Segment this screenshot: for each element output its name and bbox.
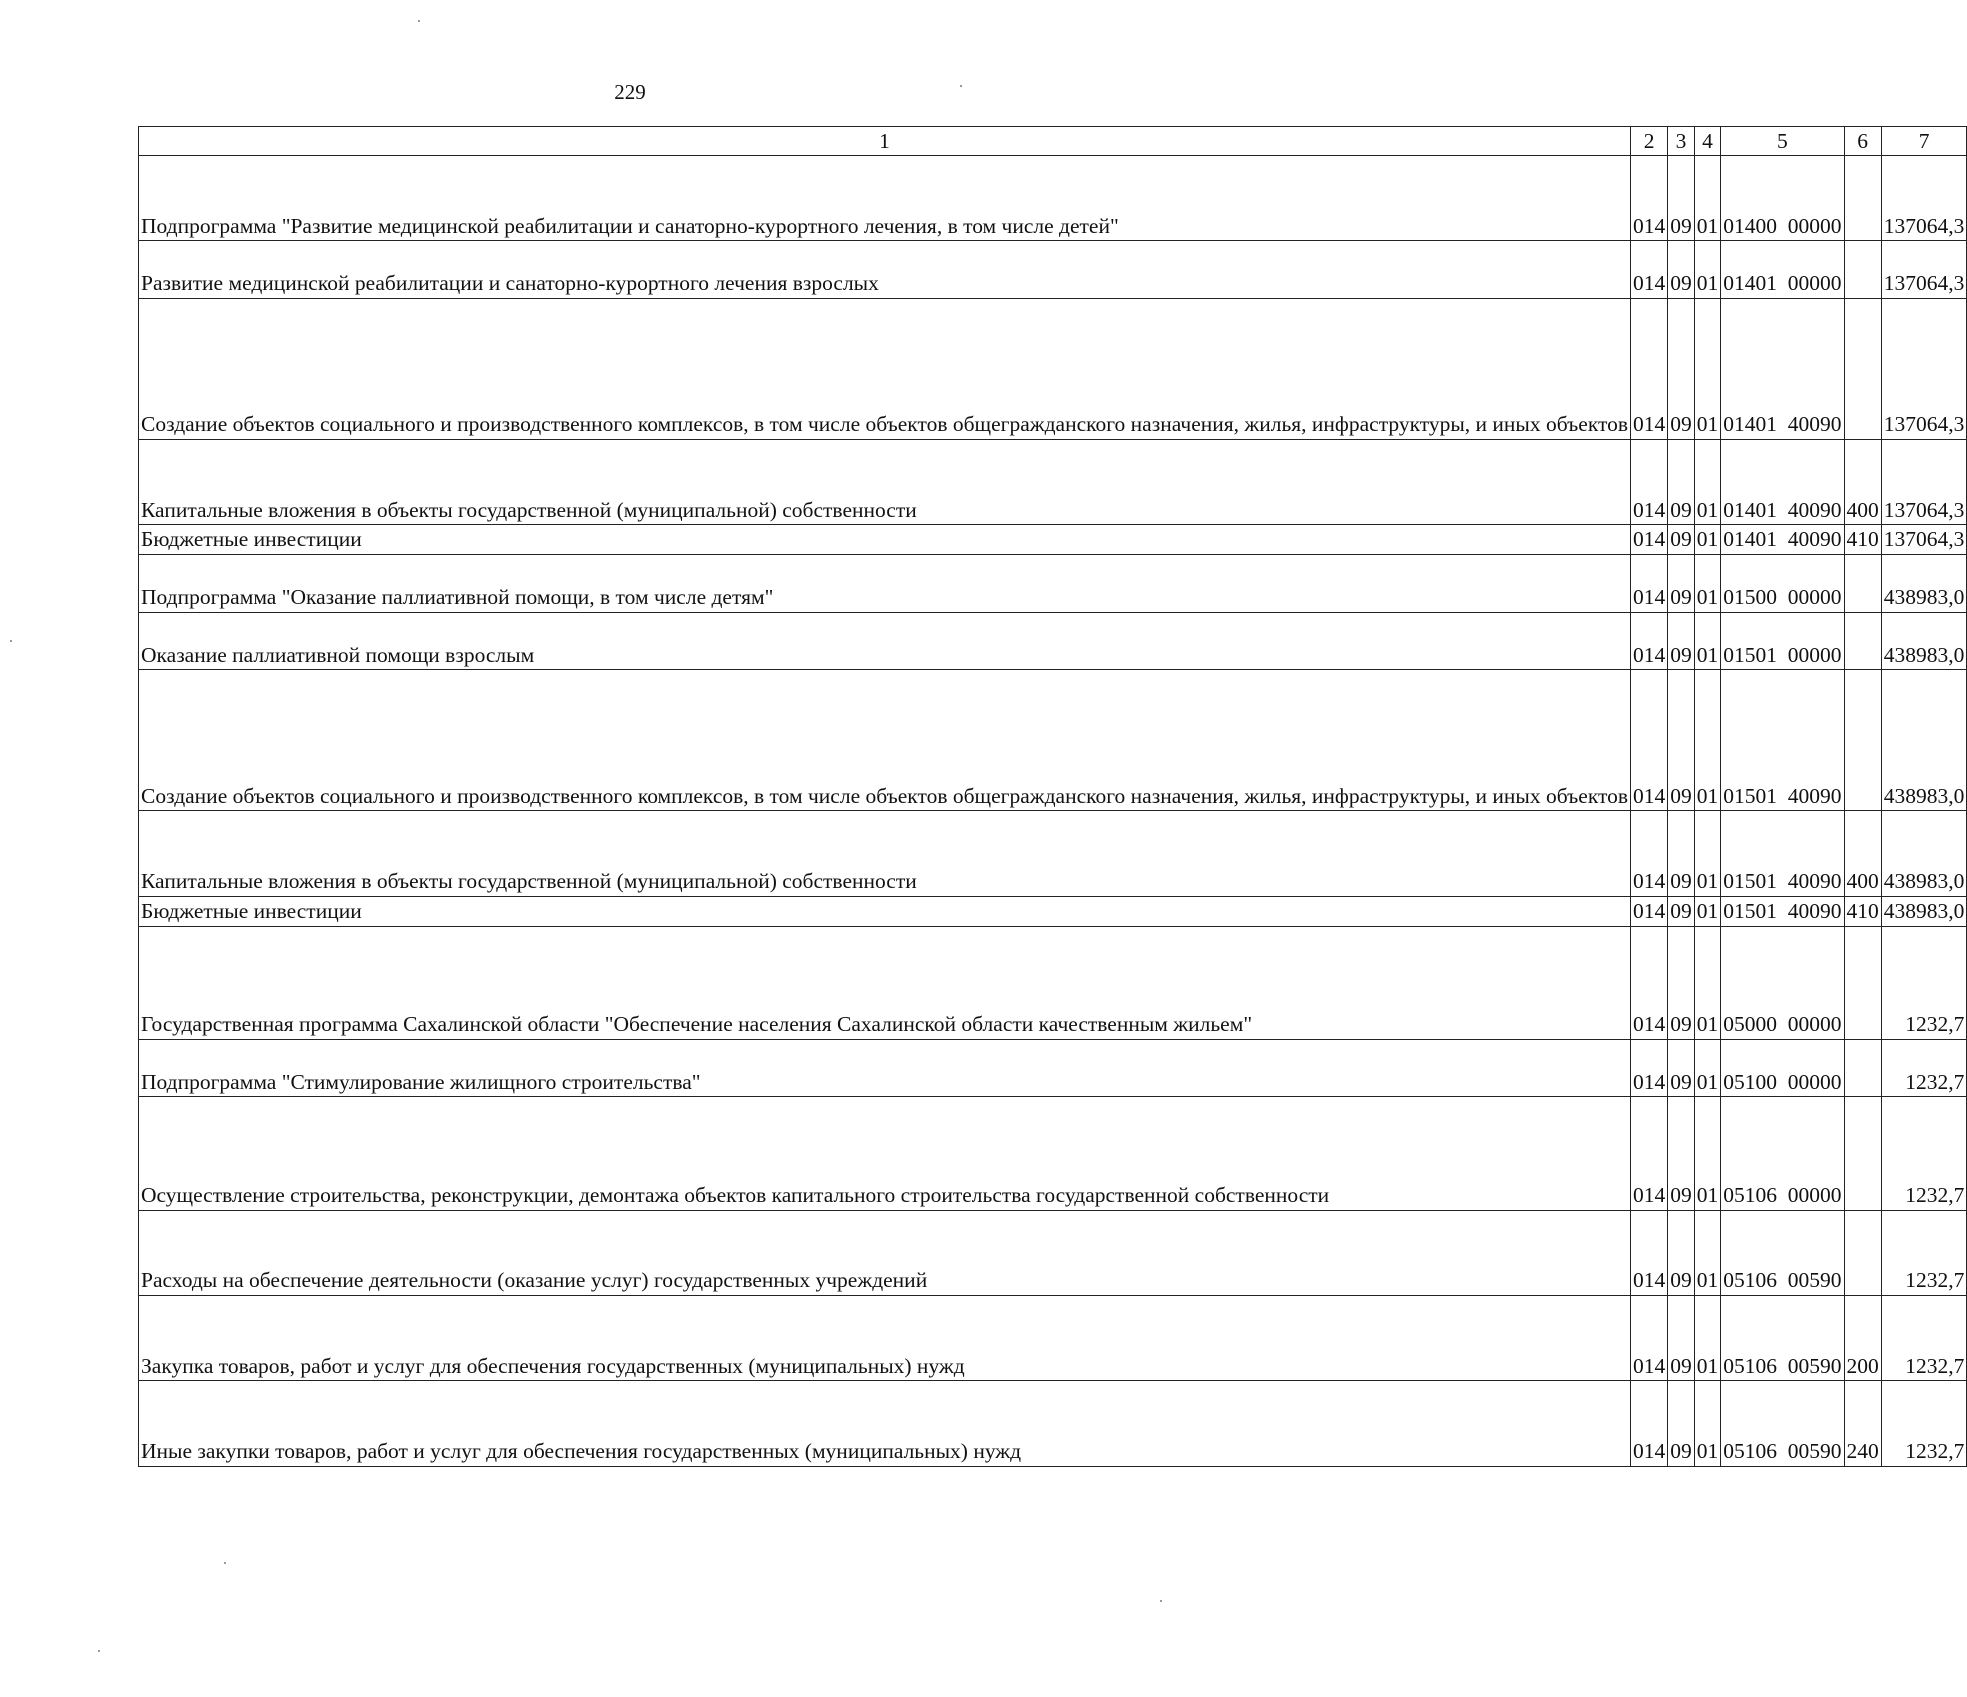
expense-type-cell	[1844, 612, 1881, 670]
subsection-code-cell: 01	[1694, 156, 1721, 241]
article-code-cell: 05106 00590	[1721, 1210, 1844, 1295]
amount-cell: 1232,7	[1881, 926, 1967, 1039]
table-row	[139, 439, 1967, 524]
expense-type-cell: 200	[1844, 1295, 1881, 1380]
table-row	[139, 298, 1967, 439]
expense-type-cell	[1844, 555, 1881, 613]
article-code-cell: 01400 00000	[1721, 156, 1844, 241]
expense-type-cell	[1844, 1210, 1881, 1295]
header-col-5: 5	[1721, 127, 1844, 156]
table-row	[139, 241, 1967, 299]
ministry-code-cell: 014	[1631, 156, 1668, 241]
expense-type-cell	[1844, 670, 1881, 811]
article-code-cell: 01401 40090	[1721, 298, 1844, 439]
subsection-code-cell: 01	[1694, 439, 1721, 524]
subsection-code-cell: 01	[1694, 1295, 1721, 1380]
section-code-cell: 09	[1668, 612, 1695, 670]
table-row	[139, 156, 1967, 241]
table-row	[139, 1381, 1967, 1466]
amount-cell: 1232,7	[1881, 1381, 1967, 1466]
row-name-cell: Развитие медицинской реабилитации и санаторно-курортного лечения взрослых	[139, 241, 1631, 299]
amount-cell: 438983,0	[1881, 612, 1967, 670]
budget-table	[138, 126, 1967, 1467]
row-name-cell: Создание объектов социального и производственного комплексов, в том числе объектов общегражданского назначения, жилья, инфраструктуры, и иных объектов	[139, 670, 1631, 811]
ministry-code-cell: 014	[1631, 1295, 1668, 1380]
article-code-cell: 05106 00590	[1721, 1295, 1844, 1380]
ministry-code-cell: 014	[1631, 612, 1668, 670]
subsection-code-cell: 01	[1694, 1381, 1721, 1466]
ministry-code-cell: 014	[1631, 811, 1668, 896]
section-code-cell: 09	[1668, 555, 1695, 613]
subsection-code-cell: 01	[1694, 555, 1721, 613]
expense-type-cell: 410	[1844, 525, 1881, 555]
article-code-cell: 01501 00000	[1721, 612, 1844, 670]
header-col-3: 3	[1668, 127, 1695, 156]
article-code-cell: 01401 40090	[1721, 439, 1844, 524]
section-code-cell: 09	[1668, 156, 1695, 241]
table-body	[139, 156, 1967, 1467]
row-name-cell: Закупка товаров, работ и услуг для обеспечения государственных (муниципальных) нужд	[139, 1295, 1631, 1380]
table-row	[139, 1295, 1967, 1380]
row-name-cell: Оказание паллиативной помощи взрослым	[139, 612, 1631, 670]
scan-speck	[10, 640, 12, 642]
header-col-1: 1	[139, 127, 1631, 156]
ministry-code-cell: 014	[1631, 1039, 1668, 1097]
header-col-7: 7	[1881, 127, 1967, 156]
ministry-code-cell: 014	[1631, 439, 1668, 524]
subsection-code-cell: 01	[1694, 670, 1721, 811]
subsection-code-cell: 01	[1694, 1039, 1721, 1097]
section-code-cell: 09	[1668, 525, 1695, 555]
article-code-cell: 05106 00590	[1721, 1381, 1844, 1466]
ministry-code-cell: 014	[1631, 1210, 1668, 1295]
article-code-cell: 01500 00000	[1721, 555, 1844, 613]
subsection-code-cell: 01	[1694, 525, 1721, 555]
section-code-cell: 09	[1668, 1097, 1695, 1210]
row-name-cell: Подпрограмма "Развитие медицинской реабилитации и санаторно-курортного лечения, в том числе детей"	[139, 156, 1631, 241]
ministry-code-cell: 014	[1631, 670, 1668, 811]
expense-type-cell: 400	[1844, 439, 1881, 524]
section-code-cell: 09	[1668, 896, 1695, 926]
amount-cell: 438983,0	[1881, 670, 1967, 811]
amount-cell: 137064,3	[1881, 241, 1967, 299]
scan-speck	[224, 1562, 226, 1564]
amount-cell: 137064,3	[1881, 298, 1967, 439]
row-name-cell: Капитальные вложения в объекты государственной (муниципальной) собственности	[139, 439, 1631, 524]
ministry-code-cell: 014	[1631, 241, 1668, 299]
row-name-cell: Подпрограмма "Оказание паллиативной помощи, в том числе детям"	[139, 555, 1631, 613]
header-col-4: 4	[1694, 127, 1721, 156]
table-row	[139, 1039, 1967, 1097]
section-code-cell: 09	[1668, 1295, 1695, 1380]
ministry-code-cell: 014	[1631, 896, 1668, 926]
subsection-code-cell: 01	[1694, 612, 1721, 670]
amount-cell: 438983,0	[1881, 896, 1967, 926]
article-code-cell: 01401 40090	[1721, 525, 1844, 555]
amount-cell: 1232,7	[1881, 1210, 1967, 1295]
amount-cell: 1232,7	[1881, 1097, 1967, 1210]
table-row	[139, 1097, 1967, 1210]
subsection-code-cell: 01	[1694, 1210, 1721, 1295]
expense-type-cell: 400	[1844, 811, 1881, 896]
row-name-cell: Бюджетные инвестиции	[139, 525, 1631, 555]
subsection-code-cell: 01	[1694, 298, 1721, 439]
scan-speck	[418, 20, 420, 22]
subsection-code-cell: 01	[1694, 896, 1721, 926]
subsection-code-cell: 01	[1694, 811, 1721, 896]
article-code-cell: 01501 40090	[1721, 896, 1844, 926]
table-row	[139, 926, 1967, 1039]
section-code-cell: 09	[1668, 1210, 1695, 1295]
table-row	[139, 811, 1967, 896]
amount-cell: 438983,0	[1881, 555, 1967, 613]
row-name-cell: Осуществление строительства, реконструкции, демонтажа объектов капитального строительства государственной собственности	[139, 1097, 1631, 1210]
row-name-cell: Капитальные вложения в объекты государственной (муниципальной) собственности	[139, 811, 1631, 896]
section-code-cell: 09	[1668, 811, 1695, 896]
amount-cell: 137064,3	[1881, 156, 1967, 241]
ministry-code-cell: 014	[1631, 926, 1668, 1039]
expense-type-cell: 410	[1844, 896, 1881, 926]
scan-speck	[1160, 1600, 1162, 1602]
table-header-row	[139, 127, 1967, 156]
table-row	[139, 612, 1967, 670]
scan-speck	[98, 1650, 100, 1652]
table-row	[139, 1210, 1967, 1295]
amount-cell: 137064,3	[1881, 439, 1967, 524]
table-row	[139, 555, 1967, 613]
amount-cell: 1232,7	[1881, 1039, 1967, 1097]
expense-type-cell	[1844, 298, 1881, 439]
amount-cell: 137064,3	[1881, 525, 1967, 555]
ministry-code-cell: 014	[1631, 1097, 1668, 1210]
table-row	[139, 896, 1967, 926]
section-code-cell: 09	[1668, 926, 1695, 1039]
row-name-cell: Бюджетные инвестиции	[139, 896, 1631, 926]
row-name-cell: Государственная программа Сахалинской области "Обеспечение населения Сахалинской области качественным жильем"	[139, 926, 1631, 1039]
section-code-cell: 09	[1668, 439, 1695, 524]
expense-type-cell	[1844, 926, 1881, 1039]
row-name-cell: Подпрограмма "Стимулирование жилищного строительства"	[139, 1039, 1631, 1097]
subsection-code-cell: 01	[1694, 926, 1721, 1039]
expense-type-cell	[1844, 241, 1881, 299]
ministry-code-cell: 014	[1631, 555, 1668, 613]
table-row	[139, 525, 1967, 555]
expense-type-cell	[1844, 1097, 1881, 1210]
article-code-cell: 05000 00000	[1721, 926, 1844, 1039]
header-col-2: 2	[1631, 127, 1668, 156]
subsection-code-cell: 01	[1694, 1097, 1721, 1210]
ministry-code-cell: 014	[1631, 525, 1668, 555]
section-code-cell: 09	[1668, 298, 1695, 439]
section-code-cell: 09	[1668, 670, 1695, 811]
section-code-cell: 09	[1668, 1039, 1695, 1097]
expense-type-cell: 240	[1844, 1381, 1881, 1466]
subsection-code-cell: 01	[1694, 241, 1721, 299]
article-code-cell: 01401 00000	[1721, 241, 1844, 299]
page-number: 229	[614, 80, 646, 104]
row-name-cell: Иные закупки товаров, работ и услуг для обеспечения государственных (муниципальных) нужд	[139, 1381, 1631, 1466]
amount-cell: 1232,7	[1881, 1295, 1967, 1380]
article-code-cell: 05106 00000	[1721, 1097, 1844, 1210]
header-col-6: 6	[1844, 127, 1881, 156]
row-name-cell: Расходы на обеспечение деятельности (оказание услуг) государственных учреждений	[139, 1210, 1631, 1295]
section-code-cell: 09	[1668, 1381, 1695, 1466]
ministry-code-cell: 014	[1631, 1381, 1668, 1466]
row-name-cell: Создание объектов социального и производственного комплексов, в том числе объектов общегражданского назначения, жилья, инфраструктуры, и иных объектов	[139, 298, 1631, 439]
table-row	[139, 670, 1967, 811]
expense-type-cell	[1844, 1039, 1881, 1097]
article-code-cell: 01501 40090	[1721, 670, 1844, 811]
expense-type-cell	[1844, 156, 1881, 241]
amount-cell: 438983,0	[1881, 811, 1967, 896]
scan-speck	[960, 85, 962, 87]
article-code-cell: 05100 00000	[1721, 1039, 1844, 1097]
ministry-code-cell: 014	[1631, 298, 1668, 439]
section-code-cell: 09	[1668, 241, 1695, 299]
article-code-cell: 01501 40090	[1721, 811, 1844, 896]
